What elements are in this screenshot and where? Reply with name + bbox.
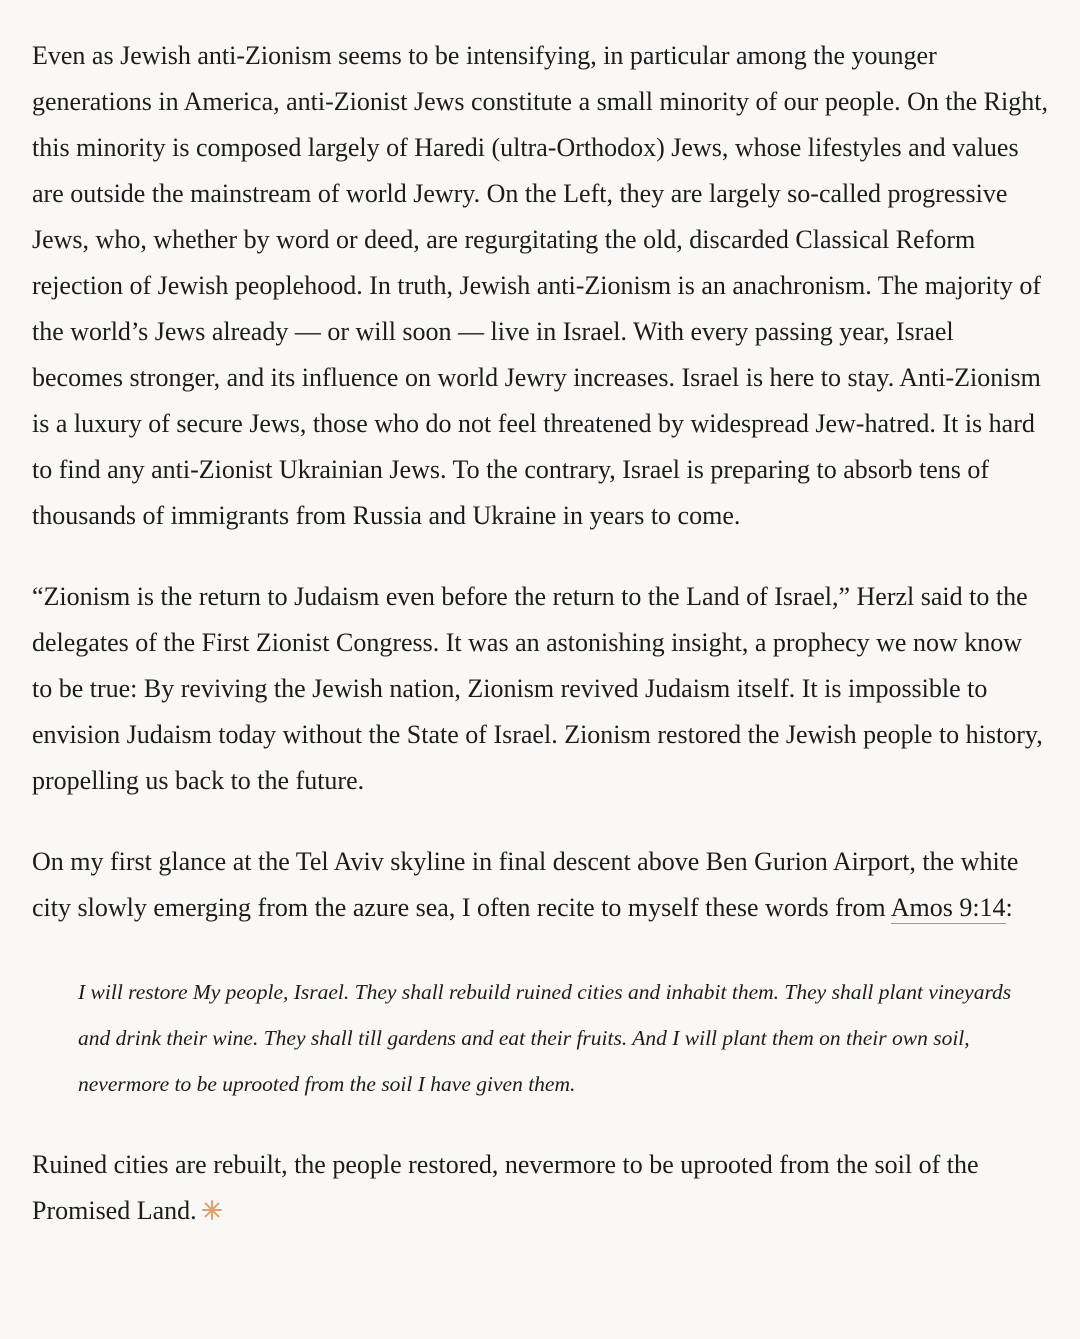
article-body bbox=[32, 33, 1048, 1236]
starburst-icon bbox=[201, 1190, 223, 1236]
paragraph-tel-aviv-colon: : bbox=[1005, 893, 1013, 922]
amos-blockquote: I will restore My people, Israel. They shall rebuild ruined cities and inhabit them. They shall plant vineyards and drink their wine. They shall till gardens and eat their fruits. And I will plant them on their own soil, nevermore to be uprooted from the soil I have given them. bbox=[78, 980, 1012, 1096]
paragraph-anti-zionism: Even as Jewish anti-Zionism seems to be intensifying, in particular among the younger generations in America, anti-Zionist Jews constitute a small minority of our people. On the Right, this minority is composed largely of Haredi (ultra-Orthodox) Jews, whose lifestyles and values are outside the mainstream of world Jewry. On the Left, they are largely so-called progressive Jews, who, whether by word or deed, are regurgitating the old, discarded Classical Reform rejection of Jewish peoplehood. In truth, Jewish anti-Zionism is an anachronism. The majority of the world’s Jews already — or will soon — live in Israel. With every passing year, Israel becomes stronger, and its influence on world Jewry increases. Israel is here to stay. Anti-Zionism is a luxury of secure Jews, those who do not feel threatened by widespread Jew-hatred. It is hard to find any anti-Zionist Ukrainian Jews. To the contrary, Israel is preparing to absorb tens of thousands of immigrants from Russia and Ukraine in years to come. bbox=[32, 41, 1048, 530]
paragraph-tel-aviv bbox=[32, 839, 1048, 931]
amos-reference-link[interactable]: Amos 9:14 bbox=[890, 893, 1006, 922]
paragraph-herzl-quote: “Zionism is the return to Judaism even before the return to the Land of Israel,” Herzl said to the delegates of the First Zionist Congress. It was an astonishing insight, a prophecy we now know to be true: By reviving the Jewish nation, Zionism revived Judaism itself. It is impossible to envision Judaism today without the State of Israel. Zionism restored the Jewish people to history, propelling us back to the future. bbox=[32, 582, 1043, 795]
paragraph-conclusion-text: Ruined cities are rebuilt, the people restored, nevermore to be uprooted from the soil of the Promised Land. bbox=[32, 1150, 979, 1225]
paragraph-conclusion bbox=[32, 1142, 1048, 1236]
paragraph-tel-aviv-text: On my first glance at the Tel Aviv skyline in final descent above Ben Gurion Airport, the white city slowly emerging from the azure sea, I often recite to myself these words from bbox=[32, 847, 1019, 922]
